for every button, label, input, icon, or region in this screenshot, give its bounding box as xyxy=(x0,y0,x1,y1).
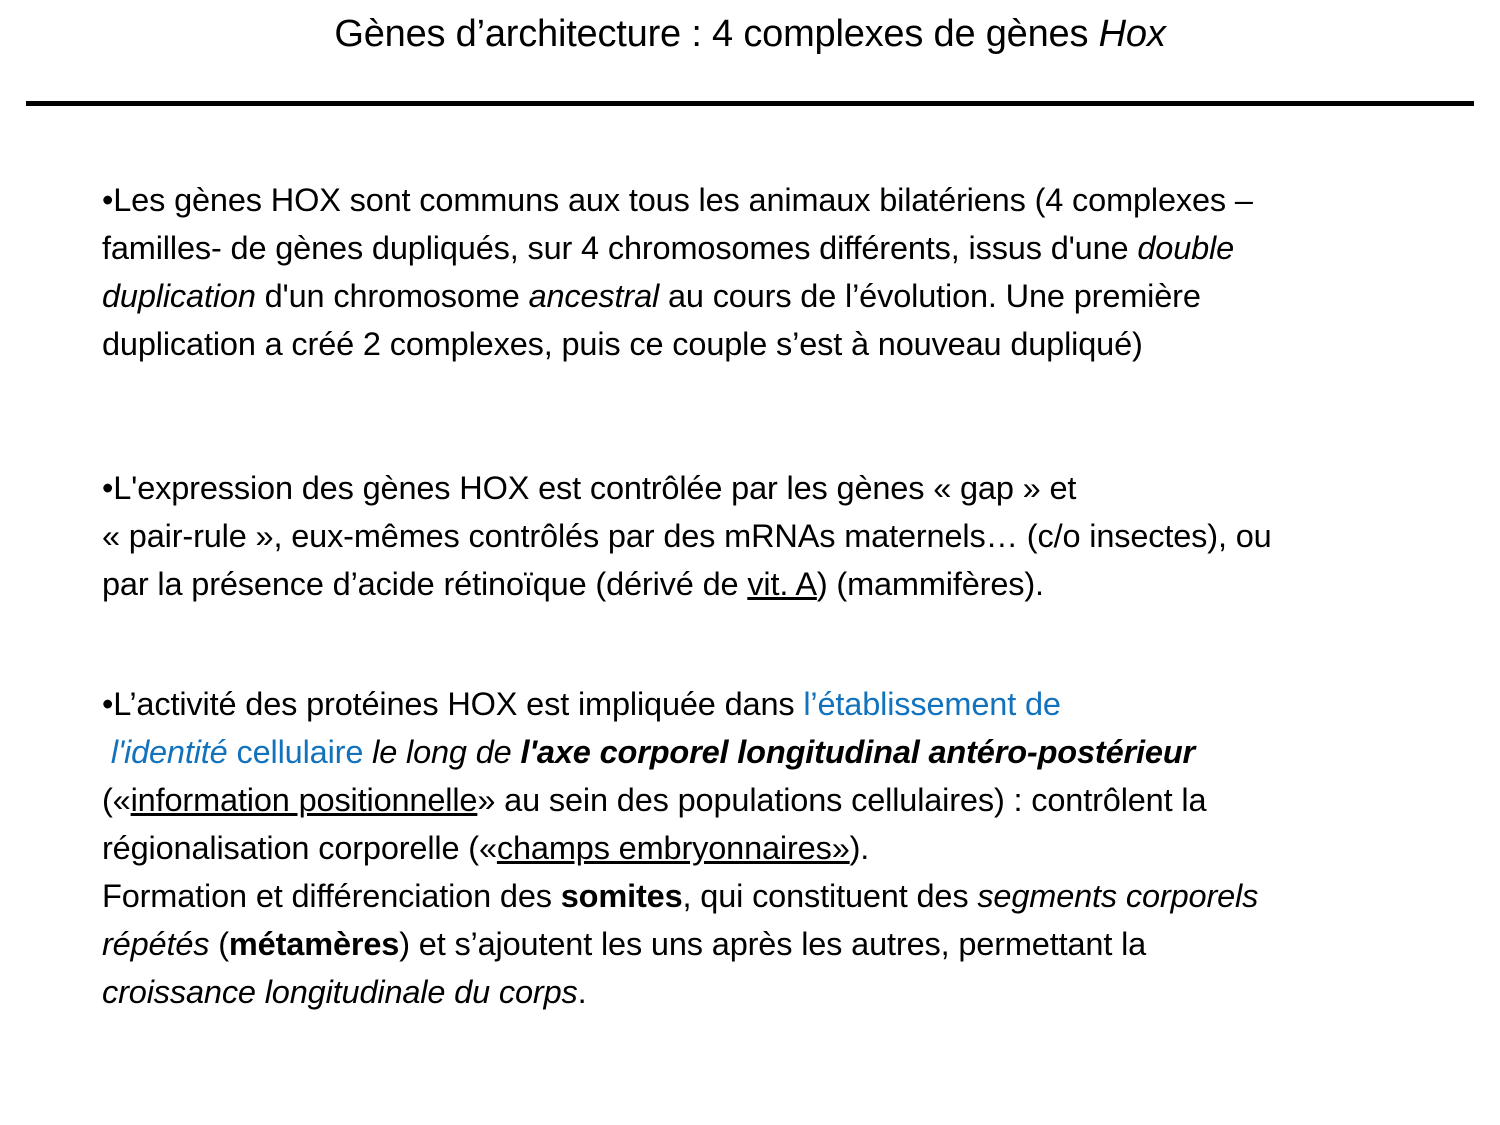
paragraph-1-italic-duplication: duplication xyxy=(102,278,256,314)
paragraph-3-underline-information-positionnelle: information positionnelle xyxy=(130,782,478,818)
paragraph-3-line-3-text-b: » au sein des populations cellulaires) : contrôlent la xyxy=(477,782,1207,818)
slide-body xyxy=(102,176,1480,1016)
paragraph-3-line-6 xyxy=(102,920,1480,968)
paragraph-3-line-5 xyxy=(102,872,1480,920)
paragraph-1-line-2-text: familles- de gènes dupliqués, sur 4 chromosomes différents, issus d'une xyxy=(102,230,1138,266)
title-italic-term: Hox xyxy=(1098,13,1166,55)
paragraph-1-line-4-text: duplication a créé 2 complexes, puis ce couple s’est à nouveau dupliqué) xyxy=(102,326,1143,362)
paragraph-2-line-2 xyxy=(102,512,1480,560)
paragraph-3-italic-segments-corporels: segments corporels xyxy=(977,878,1259,914)
paragraph-3-bold-metameres: métamères xyxy=(228,926,400,962)
slide-title xyxy=(0,14,1500,56)
paragraph-3 xyxy=(102,680,1480,1016)
paragraph-spacer-1 xyxy=(102,368,1480,464)
slide-title-text xyxy=(334,13,1165,55)
paragraph-3-line-4 xyxy=(102,824,1480,872)
paragraph-3-line-6-text-a: ( xyxy=(209,926,229,962)
paragraph-1-italic-double: double xyxy=(1137,230,1235,266)
paragraph-3-line-7-text: . xyxy=(577,974,587,1010)
paragraph-3-line-5-text-a: Formation et différenciation des xyxy=(102,878,561,914)
paragraph-1-line-4 xyxy=(102,320,1480,368)
paragraph-1-line-1 xyxy=(102,176,1480,224)
paragraph-3-line-1-text: L’activité des protéines HOX est impliquée dans xyxy=(113,686,804,722)
paragraph-1-line-2 xyxy=(102,224,1480,272)
paragraph-3-line-7 xyxy=(102,968,1480,1016)
paragraph-2-line-3-text-b: ) (mammifères). xyxy=(816,566,1044,602)
paragraph-3-blue-cellulaire: cellulaire xyxy=(227,734,364,770)
title-divider-rule xyxy=(26,101,1474,106)
paragraph-1-line-3-text-a: d'un chromosome xyxy=(255,278,529,314)
paragraph-3-bold-italic-axe-corporel: l'axe corporel longitudinal antéro-postérieur xyxy=(520,734,1196,770)
paragraph-2-underline-vit-a: vit. A xyxy=(747,566,817,602)
paragraph-3-underline-champs-embryonnaires: champs embryonnaires» xyxy=(496,830,850,866)
paragraph-1-line-1-text: Les gènes HOX sont communs aux tous les animaux bilatériens (4 complexes – xyxy=(113,182,1253,218)
paragraph-2 xyxy=(102,464,1480,608)
paragraph-3-line-2 xyxy=(102,728,1480,776)
bullet-icon: • xyxy=(102,470,114,506)
paragraph-2-line-1-text: L'expression des gènes HOX est contrôlée par les gènes « gap » et xyxy=(113,470,1077,506)
paragraph-1 xyxy=(102,176,1480,368)
bullet-icon: • xyxy=(102,686,114,722)
paragraph-3-italic-repetes: répétés xyxy=(102,926,210,962)
title-main-text: Gènes d’architecture : 4 complexes de gènes xyxy=(334,13,1099,55)
paragraph-3-line-1 xyxy=(102,680,1480,728)
paragraph-3-line-3 xyxy=(102,776,1480,824)
paragraph-3-line-4-text-a: régionalisation corporelle (« xyxy=(102,830,497,866)
paragraph-spacer-2 xyxy=(102,608,1480,680)
paragraph-3-line-4-text-b: ). xyxy=(849,830,870,866)
paragraph-3-line-6-text-b: ) et s’ajoutent les uns après les autres, permettant la xyxy=(399,926,1147,962)
paragraph-1-italic-ancestral: ancestral xyxy=(528,278,660,314)
paragraph-3-blue-etablissement: l’établissement de xyxy=(803,686,1061,722)
paragraph-2-line-2-text: « pair-rule », eux-mêmes contrôlés par des mRNAs maternels… (c/o insectes), ou xyxy=(102,518,1272,554)
paragraph-3-bold-somites: somites xyxy=(560,878,683,914)
paragraph-3-italic-le-long-de: le long de xyxy=(363,734,521,770)
paragraph-1-line-3-text-b: au cours de l’évolution. Une première xyxy=(659,278,1201,314)
paragraph-2-line-1 xyxy=(102,464,1480,512)
bullet-icon: • xyxy=(102,182,114,218)
paragraph-3-line-3-text-a: (« xyxy=(102,782,131,818)
paragraph-2-line-3-text-a: par la présence d’acide rétinoïque (dérivé de xyxy=(102,566,748,602)
paragraph-2-line-3 xyxy=(102,560,1480,608)
paragraph-3-blue-italic-identite: l'identité xyxy=(102,734,228,770)
paragraph-3-line-5-text-b: , qui constituent des xyxy=(682,878,978,914)
paragraph-3-italic-croissance-longitudinale: croissance longitudinale du corps xyxy=(102,974,578,1010)
paragraph-1-line-3 xyxy=(102,272,1480,320)
